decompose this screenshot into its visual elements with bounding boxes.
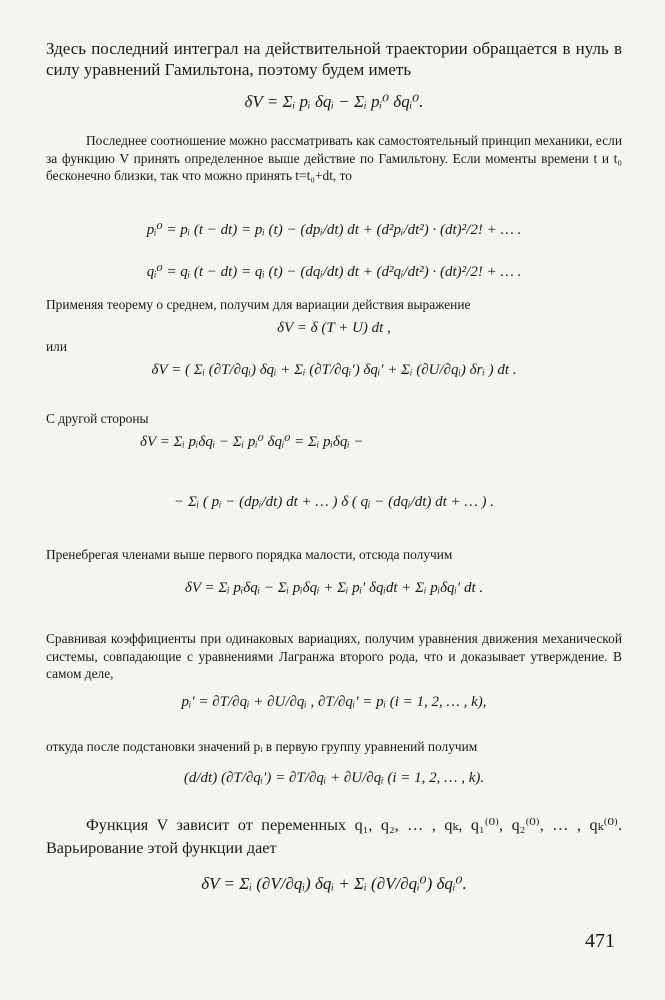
paragraph-neglect: Пренебрегая членами выше первого порядка малости, отсюда получим <box>46 547 453 562</box>
equation-deltaV-sums: δV = Σᵢ pᵢδqᵢ − Σᵢ pᵢ⁰ δqᵢ⁰ = Σᵢ pᵢδqᵢ − <box>140 434 364 450</box>
paragraph-hamilton-intro: Здесь последний интеграл на действительной траектории обращается в нуль в силу уравнений Гамильтона, поэтому будем иметь <box>46 39 622 80</box>
equation-p0-expansion: pᵢ⁰ = pᵢ (t − dt) = pᵢ (t) − (dpᵢ/dt) dt + (d²pᵢ/dt²) · (dt)²/2! + … . <box>146 222 522 238</box>
paragraph-compare: Сравнивая коэффициенты при одинаковых вариациях, получим уравнения движения механической системы, совпадающие с уравнениями Лагранжа второго рода, что и доказывает утверждение. В самом деле, <box>46 631 622 682</box>
paragraph-principle: Последнее соотношение можно рассматривать как самостоятельный принцип механики, если за функцию V принять определенное выше действие по Гамильтону. Если моменты времени t и t₀ бесконечно близки, так что можно принять t=t₀+dt, то <box>46 133 622 184</box>
paragraph-or: или <box>46 339 68 354</box>
equation-p-prime: pᵢ′ = ∂T/∂qᵢ + ∂U/∂qᵢ , ∂T/∂qᵢ′ = pᵢ (i = 1, 2, … , k), <box>181 694 487 710</box>
equation-deltaV-first-order: δV = Σᵢ pᵢδqᵢ − Σᵢ pᵢδqᵢ + Σᵢ pᵢ′ δqᵢdt + Σᵢ pᵢδqᵢ′ dt . <box>184 580 484 596</box>
paragraph-other-side: С другой стороны <box>46 411 149 426</box>
equation-q0-expansion: qᵢ⁰ = qᵢ (t − dt) = qᵢ (t) − (dqᵢ/dt) dt + (d²qᵢ/dt²) · (dt)²/2! + … . <box>146 264 522 280</box>
equation-deltaV-product: − Σᵢ ( pᵢ − (dpᵢ/dt) dt + … ) δ ( qᵢ − (dqᵢ/dt) dt + … ) . <box>173 494 494 510</box>
equation-deltaV-T-U: δV = δ (T + U) dt , <box>277 320 391 336</box>
equation-lagrange: (d/dt) (∂T/∂qᵢ′) = ∂T/∂qᵢ + ∂U/∂qᵢ (i = 1, 2, … , k). <box>183 770 485 786</box>
paragraph-mean-theorem: Применяя теорему о среднем, получим для вариации действия выражение <box>46 297 471 312</box>
paragraph-substitution: откуда после подстановки значений pᵢ в первую группу уравнений получим <box>46 739 478 754</box>
equation-deltaV-1: δV = Σᵢ pᵢ δqᵢ − Σᵢ pᵢ⁰ δqᵢ⁰. <box>244 92 424 111</box>
equation-deltaV-partials: δV = ( Σᵢ (∂T/∂qᵢ) δqᵢ + Σᵢ (∂T/∂qᵢ′) δqᵢ′ + Σᵢ (∂U/∂qᵢ) δrᵢ ) dt . <box>151 362 517 378</box>
paragraph-function-V: Функция V зависит от переменных q₁, q₂, … , qₖ, q₁⁽⁰⁾, q₂⁽⁰⁾, … , qₖ⁽⁰⁾. Варьирование этой функции дает <box>46 816 622 857</box>
page-number: 471 <box>585 930 615 952</box>
equation-variation-V: δV = Σᵢ (∂V/∂qᵢ) δqᵢ + Σᵢ (∂V/∂qᵢ⁰) δqᵢ⁰. <box>201 874 467 893</box>
